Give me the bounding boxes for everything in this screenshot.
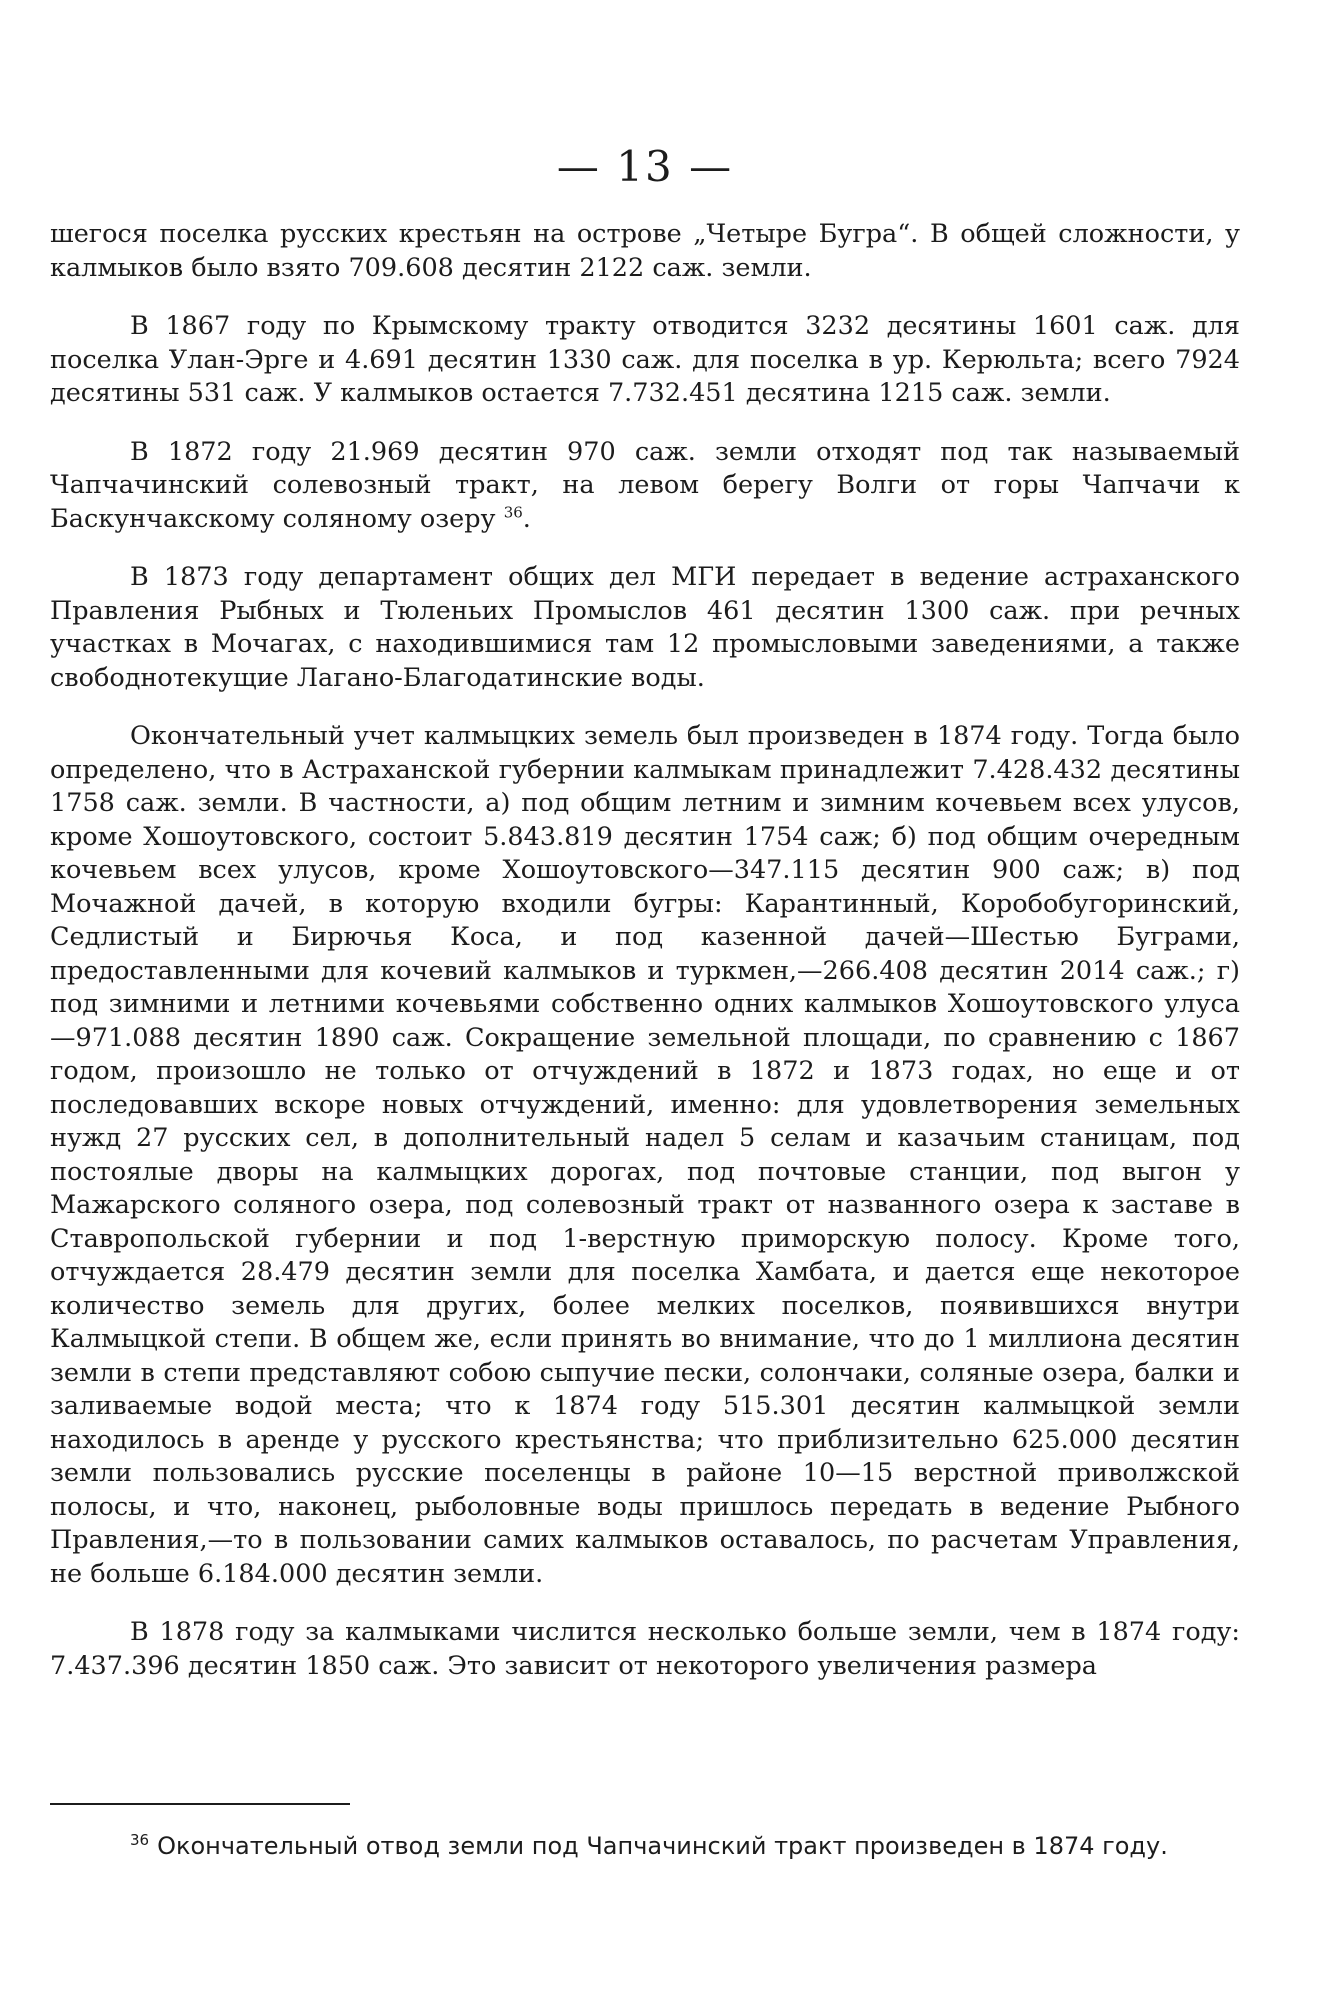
document-page (50, 0, 1240, 2000)
paragraph: В 1878 году за калмыками числится несколько больше земли, чем в 1874 году: 7.437.396 десятин 1850 саж. Это зависит от некоторого увеличения размера (50, 1617, 1240, 1681)
page-number: — 13 — (556, 142, 734, 191)
paragraph-text-end: . (522, 503, 531, 534)
footnote-text: Окончательный отвод земли под Чапчачинский тракт произведен в 1874 году. (157, 1832, 1168, 1860)
footnote (130, 1830, 1240, 1862)
paragraph-text: В 1872 году 21.969 десятин 970 саж. земли отходят под так называемый Чапчачинский солевозный тракт, на левом берегу Волги от горы Чапчачи к Баскунчакскому соляному озеру (50, 436, 1240, 534)
body-text (50, 218, 1240, 1683)
footnote-number: 36 (130, 1831, 150, 1849)
footnote-reference[interactable]: 36 (503, 503, 523, 521)
paragraph: В 1867 году по Крымскому тракту отводится 3232 десятины 1601 саж. для поселка Улан-Эрге и 4.691 десятин 1330 саж. для поселка в ур. Керюльта; всего 7924 десятины 531 саж. У калмыков остается 7.732.451 десятина 1215 саж. земли. (50, 311, 1240, 408)
paragraph: В 1873 году департамент общих дел МГИ передает в ведение астраханского Правления Рыбных и Тюленьих Промыслов 461 десятин 1300 саж. при речных участках в Мочагах, с находившимися там 12 промысловыми заведениями, а также свободнотекущие Лагано-Благодатинские воды. (50, 562, 1240, 693)
paragraph: Окончательный учет калмыцких земель был произведен в 1874 году. Тогда было определено, что в Астраханской губернии калмыкам принадлежит 7.428.432 десятины 1758 саж. земли. В частности, а) под общим летним и зимним кочевьем всех улусов, кроме Хошоутовского, состоит 5.843.819 десятин 1754 саж; б) под общим очередным кочевьем всех улусов, кроме Хошоутовского—347.115 десятин 900 саж; в) под Мочажной дачей, в которую входили бугры: Карантинный, Коробобугоринский, Седлистый и Бирючья Коса, и под казенной дачей—Шестью Буграми, предоставленными для кочевий калмыков и туркмен,—266.408 десятин 2014 саж.; г) под зимними и летними кочевьями собственно одних калмыков Хошоутовского улуса—971.088 десятин 1890 саж. Сокращение земельной площади, по сравнению с 1867 годом, произошло не только от отчуждений в 1872 и 1873 годах, но еще и от последовавших вскоре новых отчуждений, именно: для удовлетворения земельных нужд 27 русских сел, в дополнительный надел 5 селам и казачьим станицам, под постоялые дворы на калмыцких дорогах, под почтовые станции, под выгон у Мажарского соляного озера, под солевозный тракт от названного озера к заставе в Ставропольской губернии и под 1-верстную приморскую полосу. Кроме того, отчуждается 28.479 десятин земли для поселка Хамбата, и дается еще некоторое количество земель для других, более мелких поселков, появившихся внутри Калмыцкой степи. В общем же, если принять во внимание, что до 1 миллиона десятин земли в степи представляют собою сыпучие пески, солончаки, соляные озера, балки и заливаемые водой места; что к 1874 году 515.301 десятин калмыцкой земли находилось в аренде у русского крестьянства; что приблизительно 625.000 десятин земли пользовались русские поселенцы в районе 10—15 верстной приволжской полосы, и что, наконец, рыболовные воды пришлось передать в ведение Рыбного Правления,—то в пользовании самих калмыков оставалось, по расчетам Управления, не больше 6.184.000 десятин земли. (50, 721, 1240, 1589)
footnote-divider (50, 1803, 350, 1805)
paragraph (50, 436, 1240, 537)
paragraph: шегося поселка русских крестьян на острове „Четыре Бугра“. В общей сложности, у калмыков было взято 709.608 десятин 2122 саж. земли. (50, 219, 1240, 283)
